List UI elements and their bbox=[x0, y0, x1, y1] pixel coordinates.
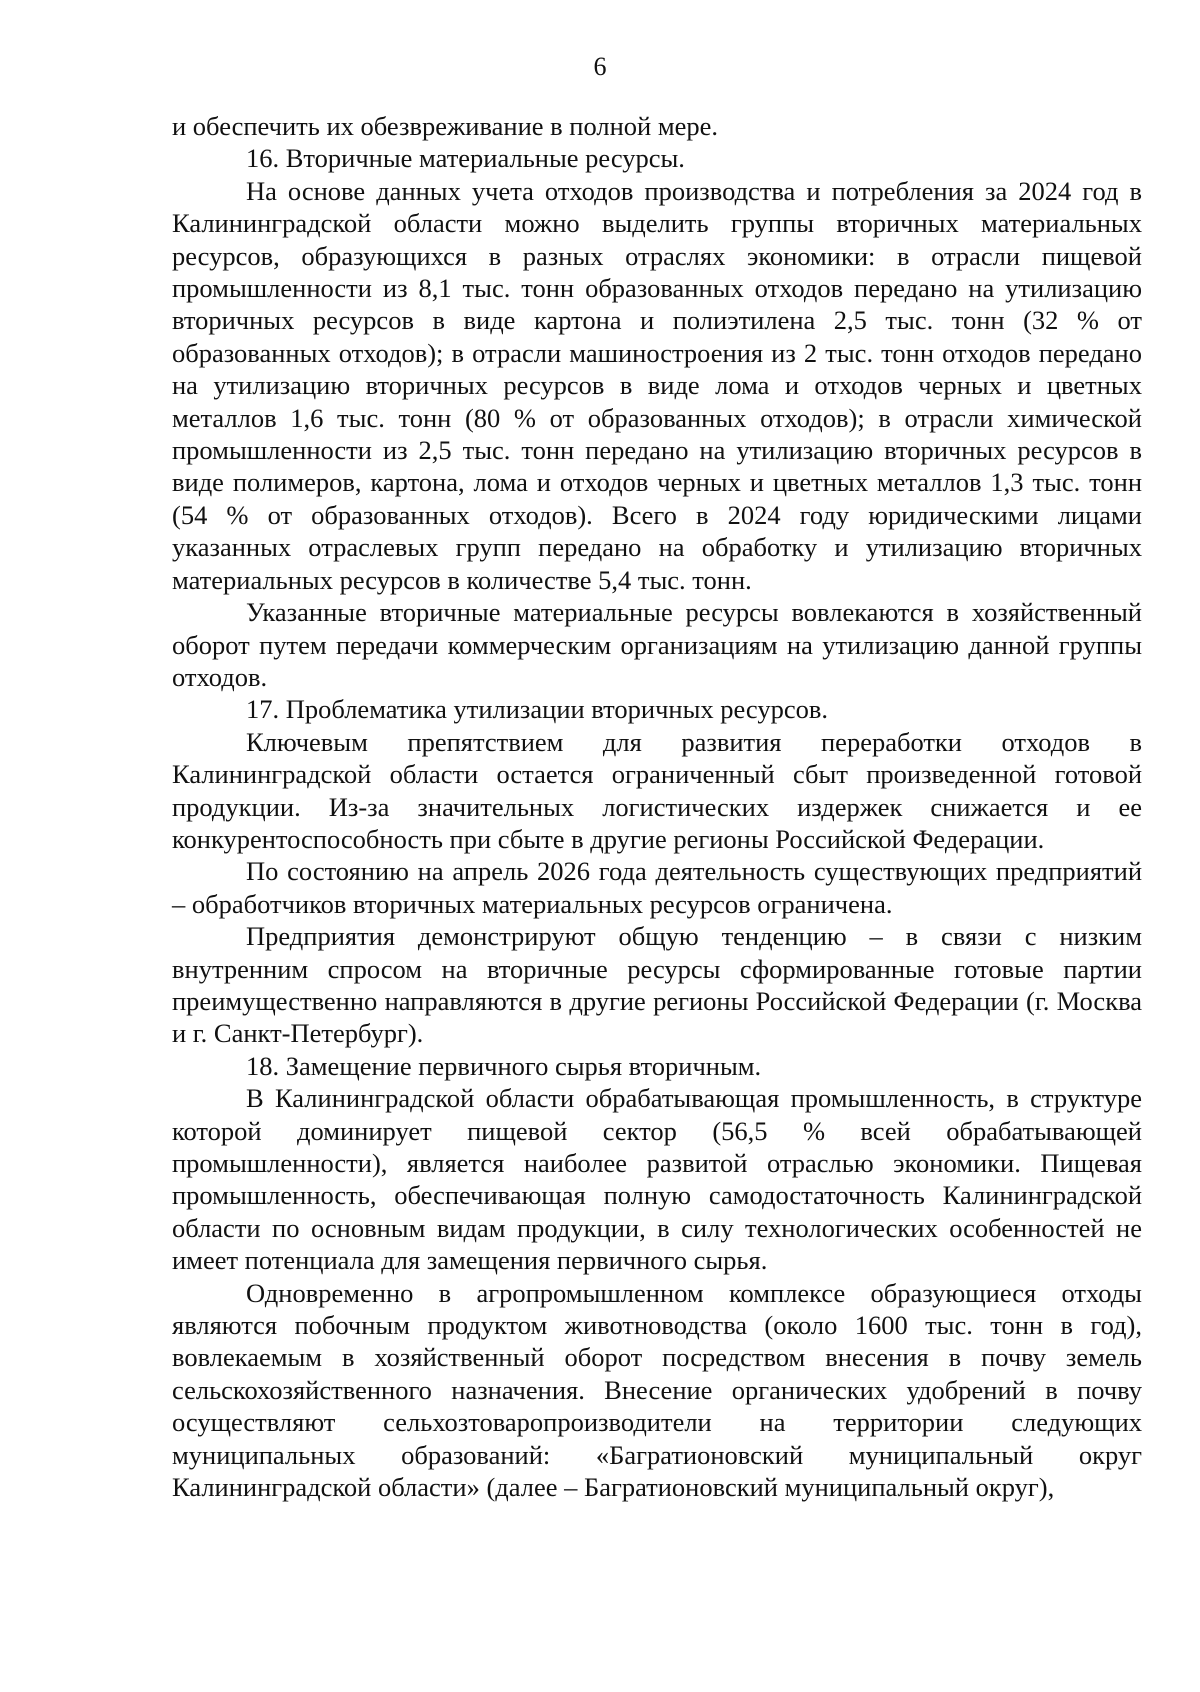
paragraph: Ключевым препятствием для развития переработки отходов в Калининградской области остается ограниченный сбыт произведенной готовой продукции. Из-за значительных логистических издержек снижается и ее конкурентоспособность при сбыте в другие регионы Российской Федерации. bbox=[172, 726, 1142, 854]
section-heading-18: 18. Замещение первичного сырья вторичным. bbox=[246, 1050, 762, 1081]
page-number: 6 bbox=[593, 52, 607, 81]
section-heading-16: 16. Вторичные материальные ресурсы. bbox=[246, 143, 685, 174]
paragraph: В Калининградской области обрабатывающая промышленность, в структуре которой доминирует пищевой сектор (56,5 % всей обрабатывающей промышленности), является наиболее развитой отраслью экономики. Пищевая промышленность, обеспечивающая полную самодостаточность Калининградской области по основным видам продукции, в силу технологических особенностей не имеет потенциала для замещения первичного сырья. bbox=[172, 1083, 1142, 1276]
paragraph: На основе данных учета отходов производства и потребления за 2024 год в Калининградской области можно выделить группы вторичных материальных ресурсов, образующихся в разных отраслях экономики: в отрасли пищевой промышленности из 8,1 тыс. тонн образованных отходов передано на утилизацию вторичных ресурсов в виде картона и полиэтилена 2,5 тыс. тонн (32 % от образованных отходов); в отрасли машиностроения из 2 тыс. тонн отходов передано на утилизацию вторичных ресурсов в виде лома и отходов черных и цветных металлов 1,6 тыс. тонн (80 % от образованных отходов); в отрасли химической промышленности из 2,5 тыс. тонн передано на утилизацию вторичных ресурсов в виде полимеров, картона, лома и отходов черных и цветных металлов 1,3 тыс. тонн (54 % от образованных отходов). Всего в 2024 году юридическими лицами указанных отраслевых групп передано на обработку и утилизацию вторичных материальных ресурсов в количестве 5,4 тыс. тонн. bbox=[172, 175, 1142, 595]
paragraph: Одновременно в агропромышленном комплексе образующиеся отходы являются побочным продуктом животноводства (около 1600 тыс. тонн в год), вовлекаемым в хозяйственный оборот посредством внесения в почву земель сельскохозяйственного назначения. Внесение органических удобрений в почву осуществляют сельхозтоваропроизводители на территории следующих муниципальных образований: «Багратионовский муниципальный округ Калининградской области» (далее – Багратионовский муниципальный округ), bbox=[172, 1277, 1142, 1503]
document-body bbox=[172, 110, 1142, 1503]
section-heading-17: 17. Проблематика утилизации вторичных ресурсов. bbox=[246, 694, 828, 725]
paragraph: и обеспечить их обезвреживание в полной мере. bbox=[172, 111, 718, 141]
paragraph: Предприятия демонстрируют общую тенденцию – в связи с низким внутренним спросом на вторичные ресурсы сформированные готовые партии преимущественно направляются в другие регионы Российской Федерации (г. Москва и г. Санкт-Петербург). bbox=[172, 921, 1142, 1049]
paragraph: Указанные вторичные материальные ресурсы вовлекаются в хозяйственный оборот путем передачи коммерческим организациям на утилизацию данной группы отходов. bbox=[172, 597, 1142, 692]
paragraph: По состоянию на апрель 2026 года деятельность существующих предприятий – обработчиков вторичных материальных ресурсов ограничена. bbox=[172, 856, 1142, 919]
